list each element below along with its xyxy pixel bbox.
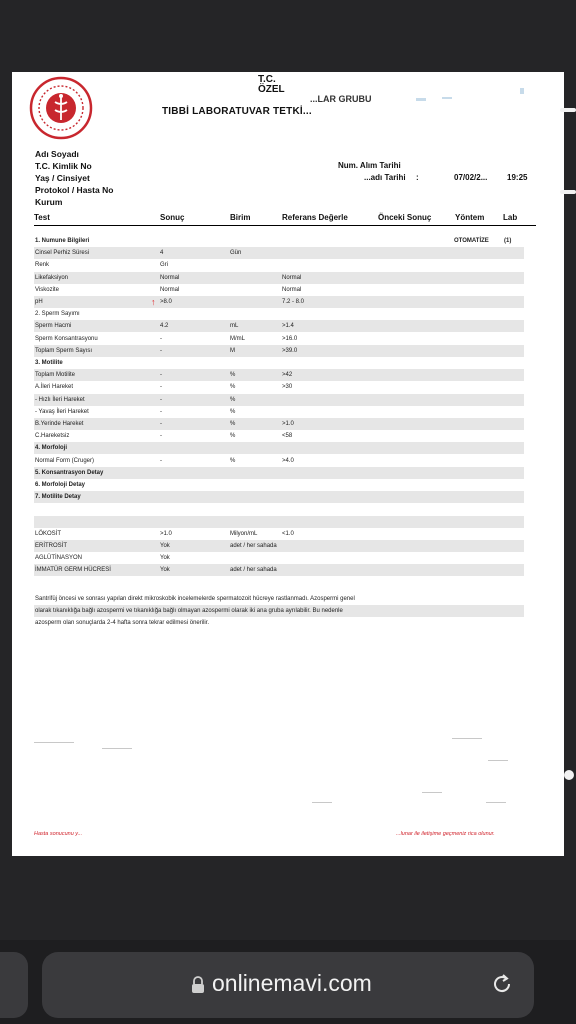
approval-colon: : <box>416 173 419 182</box>
cell-test: C.Hareketsiz <box>35 433 70 440</box>
reload-icon[interactable] <box>490 972 514 996</box>
cell-result: >8.0 <box>160 299 172 305</box>
cell-result: Gri <box>160 262 168 269</box>
col-method: Yöntem <box>455 213 485 222</box>
approval-date-value: 07/02/2... <box>454 173 488 182</box>
cell-reference: >4.0 <box>282 457 294 464</box>
col-reference: Referans Değerle <box>282 213 348 222</box>
cell-unit: Gün <box>230 250 242 257</box>
cell-unit: adet / her sahada <box>230 567 277 574</box>
cell-result: Yok <box>160 543 170 549</box>
cell-result: Normal <box>160 274 180 281</box>
cell-test: Viskozite <box>35 286 59 293</box>
cell-result: - <box>160 433 162 440</box>
cell-result: - <box>160 372 162 379</box>
cell-result: - <box>160 408 162 415</box>
cell-method: OTOMATİZE <box>454 238 489 244</box>
high-flag-arrow-icon: ↑ <box>151 297 156 307</box>
approval-time-value: 19:25 <box>507 173 528 182</box>
cell-test: LÖKOSİT <box>35 530 62 537</box>
cell-test: 2. Sperm Sayımı <box>35 311 80 318</box>
table-row <box>34 272 524 284</box>
cell-test: 5. Konsantrasyon Detay <box>35 469 104 476</box>
label-protocol: Protokol / Hasta No <box>35 185 114 195</box>
cell-result: - <box>160 347 162 354</box>
cell-test: A.İleri Hareket <box>35 384 74 391</box>
cell-reference: >1.4 <box>282 323 294 330</box>
cell-test: - Yavaş İleri Hareket <box>35 408 89 415</box>
label-name: Adı Soyadı <box>35 149 79 159</box>
cell-test: Likefaksiyon <box>35 274 69 281</box>
table-row <box>34 564 524 576</box>
faded-line <box>422 792 442 793</box>
cell-result: - <box>160 457 162 464</box>
cell-reference: Normal <box>282 286 302 293</box>
table-row <box>34 455 524 467</box>
cell-unit: % <box>230 408 236 415</box>
table-row <box>34 406 524 418</box>
table-row <box>34 259 524 271</box>
comment-line: olarak tıkanıklığa bağlı azospermi ve tıkanıklığa bağlı olmayan azospermi olarak iki ana gruba ayrılabilir. Bu nedenle <box>34 605 524 617</box>
table-row <box>34 394 524 406</box>
comment-line: Santrifüj öncesi ve sonrası yapılan direkt mikroskobik incelemelerde spermatozoit hücreye rastlanmadı. Azospermi genel <box>35 596 355 602</box>
cell-lab: (1) <box>504 238 512 244</box>
edge-mark <box>560 108 576 112</box>
cell-result: Normal <box>160 286 180 293</box>
cell-unit: mL <box>230 323 239 330</box>
cell-test: 1. Numune Bilgileri <box>35 238 90 244</box>
cell-reference: >42 <box>282 372 293 379</box>
edge-mark <box>560 190 576 194</box>
cell-test: - Hızlı İleri Hareket <box>35 396 85 403</box>
url-text[interactable]: onlinemavi.com <box>212 970 372 996</box>
cell-unit: % <box>230 457 236 464</box>
cell-unit: % <box>230 396 236 403</box>
cell-result: - <box>160 335 162 342</box>
faded-line <box>488 760 508 761</box>
table-row <box>34 381 524 393</box>
cell-unit: Milyon/mL <box>230 530 258 537</box>
cell-reference: >16.0 <box>282 335 298 342</box>
cell-result: Yok <box>160 555 170 562</box>
lab-report-page <box>12 72 564 856</box>
cell-test: Normal Form (Cruger) <box>35 457 95 464</box>
cell-unit: % <box>230 372 236 379</box>
cell-test: Sperm Hacmi <box>35 323 72 330</box>
table-row <box>34 528 524 540</box>
label-institution: Kurum <box>35 197 63 207</box>
col-result: Sonuç <box>160 213 185 222</box>
cell-reference: <1.0 <box>282 530 294 537</box>
cell-test: ERİTROSİT <box>35 543 68 549</box>
table-row <box>34 369 524 381</box>
blur-mark <box>416 98 426 101</box>
cell-test: İMMATÜR GERM HÜCRESİ <box>35 567 111 574</box>
faded-line <box>102 748 132 749</box>
cell-unit: M <box>230 347 235 354</box>
table-row <box>34 235 524 247</box>
cell-unit: % <box>230 433 236 440</box>
table-row <box>34 333 524 345</box>
table-row <box>34 320 524 332</box>
cell-test: 6. Morfoloji Detay <box>35 482 86 488</box>
label-approval-date: ...adı Tarihi <box>364 173 406 182</box>
ministry-seal-logo <box>29 76 93 140</box>
cell-test: Toplam Sperm Sayısı <box>35 347 93 354</box>
table-row <box>34 503 524 515</box>
label-sample-date: Num. Alım Tarihi <box>338 161 401 170</box>
table-row <box>34 552 524 564</box>
cell-test: Cinsel Perhiz Süresi <box>35 250 90 257</box>
header-divider <box>34 225 536 226</box>
cell-test: Sperm Konsantrasyonu <box>35 335 98 342</box>
cell-result: - <box>160 396 162 403</box>
cell-reference: Normal <box>282 274 302 281</box>
col-test: Test <box>34 213 50 222</box>
report-title: TIBBİ LABORATUVAR TETKİ... <box>162 106 312 117</box>
lock-icon <box>191 976 205 994</box>
header-ozel: ÖZEL <box>258 84 285 95</box>
cell-test: Renk <box>35 262 50 269</box>
cell-reference: 7.2 - 8.0 <box>282 299 305 305</box>
cell-test: AGLÜTİNASYON <box>35 555 83 562</box>
cell-unit: % <box>230 421 236 427</box>
table-row <box>34 430 524 442</box>
edge-mark <box>564 770 574 780</box>
cell-unit: adet / her sahada <box>230 543 277 549</box>
blur-mark <box>442 97 452 99</box>
cell-test: 4. Morfoloji <box>35 445 67 452</box>
label-tc-id: T.C. Kimlik No <box>35 161 92 171</box>
cell-reference: >39.0 <box>282 347 298 354</box>
table-row <box>34 491 524 503</box>
label-age-sex: Yaş / Cinsiyet <box>35 173 90 183</box>
tab-switcher-button[interactable] <box>0 952 28 1018</box>
faded-line <box>312 802 332 803</box>
cell-result: Yok <box>160 567 170 574</box>
cell-reference: <58 <box>282 433 293 440</box>
comment-line: azosperm olan sonuçlarda 2-4 hafta sonra tekrar edilmesi önerilir. <box>35 620 210 626</box>
cell-reference: >1.0 <box>282 421 294 427</box>
table-row <box>34 345 524 357</box>
cell-test: B.Yerinde Hareket <box>35 421 84 427</box>
table-row <box>34 247 524 259</box>
faded-line <box>34 742 74 743</box>
table-row <box>34 442 524 454</box>
cell-result: - <box>160 384 162 391</box>
cell-reference: >30 <box>282 384 293 391</box>
faded-line <box>452 738 482 739</box>
cell-result: 4 <box>160 250 164 257</box>
cell-test: Toplam Motilite <box>35 372 76 379</box>
table-row <box>34 308 524 320</box>
footer-note-right: ...lunar ile iletişime geçmeniz rica olunur. <box>396 831 495 837</box>
table-row <box>34 418 524 430</box>
col-lab: Lab <box>503 213 518 222</box>
header-group: ...LAR GRUBU <box>310 94 372 104</box>
cell-test: pH <box>35 299 43 305</box>
cell-unit: % <box>230 384 236 391</box>
col-previous: Önceki Sonuç <box>378 213 432 222</box>
table-row <box>34 479 524 491</box>
cell-result: >1.0 <box>160 530 172 537</box>
cell-test: 7. Motilite Detay <box>35 494 81 501</box>
footer-note-left: Hasta sonucunu y... <box>34 831 83 837</box>
col-unit: Birim <box>230 213 251 222</box>
table-row <box>34 296 524 308</box>
table-row <box>34 467 524 479</box>
table-row <box>34 357 524 369</box>
table-row <box>34 516 524 528</box>
faded-line <box>486 802 506 803</box>
cell-unit: M/mL <box>230 335 245 342</box>
header-tc: T.C. <box>258 74 276 85</box>
table-row <box>34 540 524 552</box>
table-row <box>34 284 524 296</box>
cell-result: 4.2 <box>160 323 169 330</box>
blur-mark <box>520 88 524 94</box>
cell-result: - <box>160 421 162 427</box>
cell-test: 3. Motilite <box>35 360 63 366</box>
